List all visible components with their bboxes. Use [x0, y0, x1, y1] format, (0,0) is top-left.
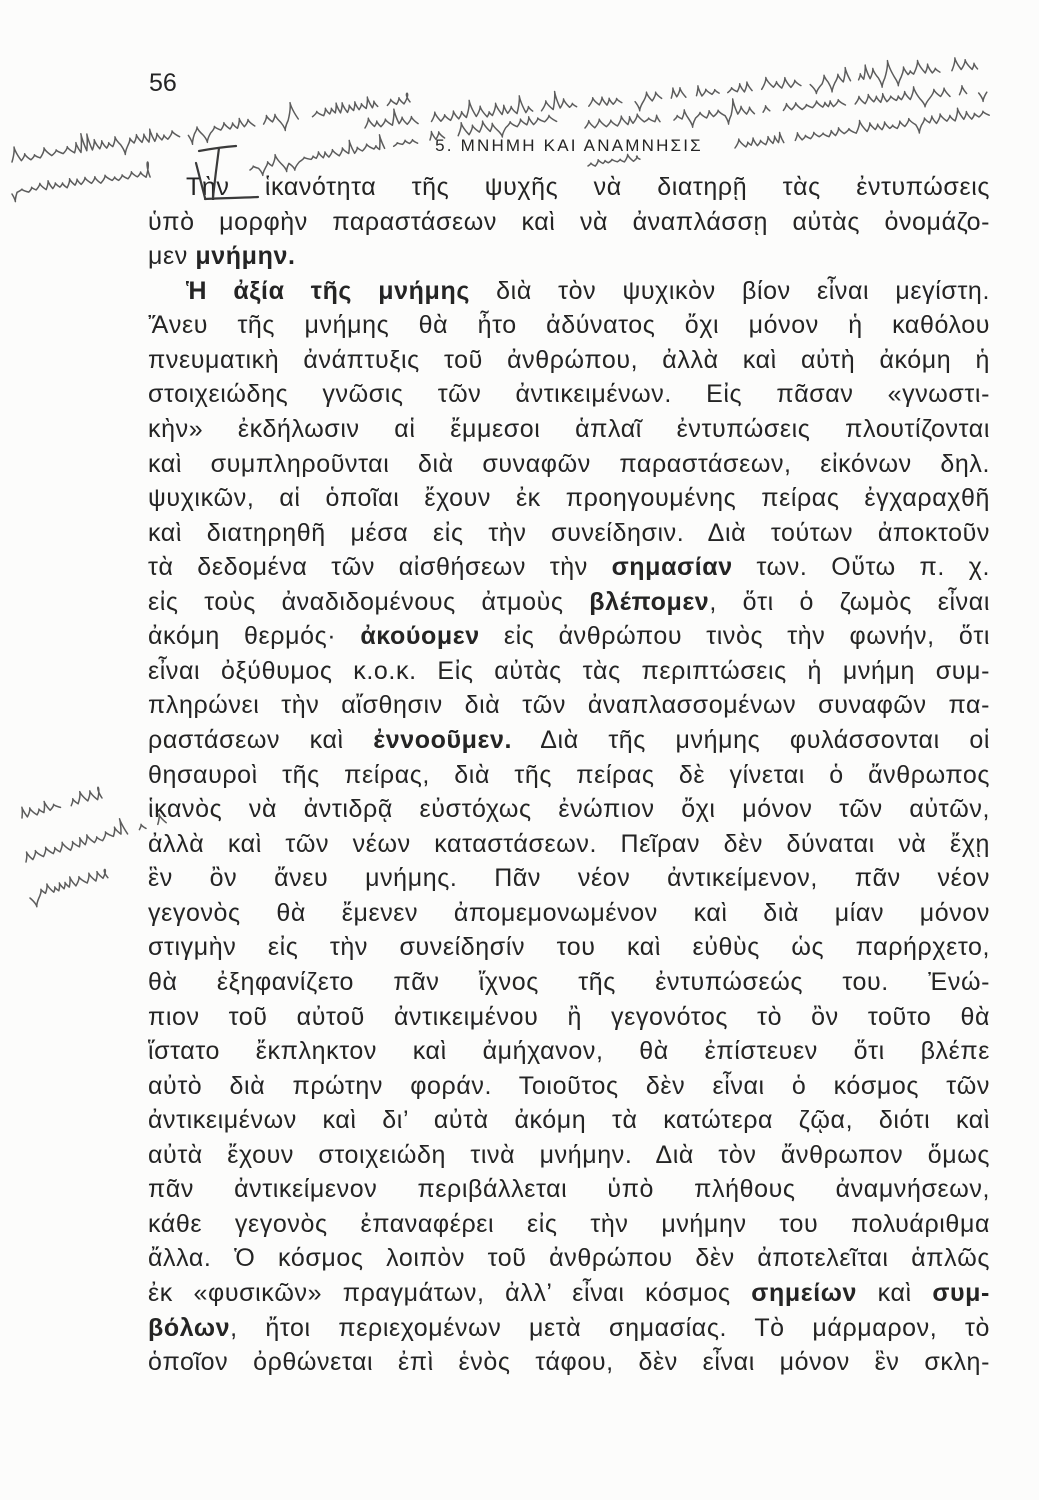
page-number: 56	[149, 69, 177, 97]
text-line	[148, 896, 990, 931]
text-line	[148, 1069, 990, 1104]
text-line	[148, 619, 990, 654]
handwritten-note-top	[585, 86, 987, 128]
text-run: ἀκόμη θερμός·	[148, 622, 361, 651]
text-line	[148, 516, 990, 551]
text-line	[148, 965, 990, 1000]
text-run: πιον τοῦ αὐτοῦ ἀντικειμένου ἢ γεγονότος τὸ ὂν τοῦτο θὰ	[148, 1002, 990, 1031]
emphasized-term: συμ-	[932, 1279, 990, 1307]
emphasized-term: ἀκούομεν	[360, 622, 480, 651]
text-run: μεν	[148, 242, 196, 271]
text-line	[148, 1276, 990, 1311]
text-run: ψυχικῶν, αἱ ὁποῖαι ἔχουν ἐκ προηγουμένης πείρας ἐγχαραχθῆ	[148, 484, 990, 513]
emphasized-term: βλέπομεν	[589, 587, 710, 616]
emphasized-term: σημασίαν	[611, 553, 733, 582]
text-run: ἄλλα. Ὁ κόσμος λοιπὸν τοῦ ἀνθρώπου δὲν ἀποτελεῖται ἁπλῶς	[148, 1244, 990, 1273]
text-line	[148, 1138, 990, 1173]
text-line	[148, 1241, 990, 1276]
emphasized-term: ἐννοοῦμεν.	[373, 726, 513, 754]
handwritten-note-left	[12, 162, 150, 202]
text-run: στοιχειώδης γνῶσις τῶν ἀντικειμένων. Εἰς πᾶσαν «γνωστι-	[148, 380, 990, 409]
text-run: αὐτὸ διὰ πρώτην φοράν. Τοιοῦτος δὲν εἶναι ὁ κόσμος τῶν	[148, 1071, 990, 1100]
handwritten-note-top	[365, 58, 978, 128]
text-line	[148, 723, 990, 758]
text-run: τὰ δεδομένα τῶν αἰσθήσεων τὴν	[148, 553, 612, 582]
text-run: εἰς τοὺς ἀναδιδομένους ἀτμοὺς	[148, 587, 590, 616]
text-line	[148, 1000, 990, 1035]
text-run: ἵστατο ἔκπληκτον καὶ ἀμήχανον, θὰ ἐπίστευεν ὅτι βλέπε	[148, 1037, 990, 1066]
text-run: θησαυροὶ τῆς πείρας, διὰ τῆς πείρας δὲ γίνεται ὁ ἄνθρωπος	[148, 760, 990, 789]
text-line	[148, 170, 990, 205]
text-line	[148, 550, 990, 585]
section-heading: 5. ΜΝΗΜΗ ΚΑΙ ΑΝΑΜΝΗΣΙΣ	[435, 136, 703, 155]
text-run: γεγονὸς θὰ ἔμενεν ἀπομεμονωμένον καὶ διὰ μίαν μόνον	[148, 898, 990, 927]
text-line	[148, 827, 990, 862]
text-run: ὁποῖον ὀρθώνεται ἐπὶ ἑνὸς τάφου, δὲν εἶναι μόνον ἓν σκλη-	[148, 1348, 990, 1377]
text-line	[148, 205, 990, 240]
text-run: ἓν ὂν ἄνευ μνήμης. Πᾶν νέον ἀντικείμενον, πᾶν νέον	[148, 864, 990, 893]
text-line	[148, 1345, 990, 1380]
text-line	[148, 861, 990, 896]
emphasized-term: Ἡ ἀξία τῆς μνήμης	[186, 276, 470, 305]
text-run: εἶναι ὀξύθυμος κ.ο.κ. Εἰς αὐτὰς τὰς περιπτώσεις ἡ μνήμη συμ-	[148, 656, 990, 685]
text-run: ἱκανὸς νὰ ἀντιδρᾷ εὐστόχως ἐνώπιον ὄχι μόνον τῶν αὐτῶν,	[148, 795, 990, 824]
body-text	[148, 170, 990, 1380]
text-line	[148, 1172, 990, 1207]
text-run: ἀντικειμένων καὶ δι’ αὐτὰ ἀκόμη τὰ κατώτερα ζῷα, διότι καὶ	[148, 1106, 990, 1135]
text-run: διὰ τὸν ψυχικὸν βίον εἶναι μεγίστη.	[469, 276, 990, 305]
handwritten-note-margin	[30, 869, 108, 906]
emphasized-term: μνήμην.	[195, 242, 296, 271]
text-run: αὐτὰ ἔχουν στοιχειώδη τινὰ μνήμην. Διὰ τὸν ἄνθρωπον ὅμως	[148, 1140, 990, 1169]
text-run: ἀλλὰ καὶ τῶν νέων καταστάσεων. Πεῖραν δὲν δύναται νὰ ἔχῃ	[148, 829, 990, 858]
text-run: πᾶν ἀντικείμενον περιβάλλεται ὑπὸ πλήθους ἀναμνήσεων,	[148, 1175, 990, 1204]
text-run: στιγμὴν εἰς τὴν συνείδησίν του καὶ εὐθὺς ὡς παρήρχετο,	[148, 933, 990, 962]
text-run: ραστάσεων καὶ	[148, 726, 374, 754]
text-line	[148, 1034, 990, 1069]
text-line	[148, 758, 990, 793]
emphasized-term: σημείων	[751, 1279, 857, 1307]
text-line	[148, 447, 990, 482]
paragraph	[148, 274, 990, 1380]
text-line	[148, 274, 990, 309]
text-run: Τὴν ἱκανότητα τῆς ψυχῆς νὰ διατηρῇ τὰς ἐντυπώσεις	[186, 173, 990, 201]
text-run: , ἤτοι περιεχομένων μετὰ σημασίας. Τὸ μάρμαρον, τὸ	[230, 1313, 990, 1342]
text-line	[148, 481, 990, 516]
text-line	[148, 930, 990, 965]
text-run: καὶ διατηρηθῆ μέσα εἰς τὴν συνείδησιν. Διὰ τούτων ἀποκτοῦν	[148, 518, 990, 547]
emphasized-term: βόλων	[148, 1313, 231, 1342]
text-run: εἰς ἀνθρώπου τινὸς τὴν φωνήν, ὅτι	[479, 622, 990, 651]
text-line	[148, 343, 990, 378]
text-line	[148, 792, 990, 827]
text-run: ὑπὸ μορφὴν παραστάσεων καὶ νὰ ἀναπλάσσῃ αὐτὰς ὀνομάζο-	[148, 207, 990, 236]
paragraph	[148, 170, 990, 274]
text-line	[148, 377, 990, 412]
text-run: θὰ ἐξηφανίζετο πᾶν ἴχνος τῆς ἐντυπώσεώς του. Ἐνώ-	[148, 967, 990, 996]
text-run: κάθε γεγονὸς ἐπαναφέρει εἰς τὴν μνήμην του πολυάριθμα	[148, 1209, 990, 1238]
text-run: πνευματικὴ ἀνάπτυξις τοῦ ἀνθρώπου, ἀλλὰ καὶ αὐτὴ ἀκόμη ἡ	[148, 345, 990, 374]
text-line	[148, 239, 990, 274]
text-run: Διὰ τῆς μνήμης φυλάσσονται οἱ	[512, 726, 990, 754]
text-run: πληρώνει τὴν αἴσθησιν διὰ τῶν ἀναπλασσομένων συναφῶν πα-	[148, 691, 990, 720]
text-run: καὶ συμπληροῦνται διὰ συναφῶν παραστάσεων, εἰκόνων δηλ.	[148, 449, 990, 478]
text-line	[148, 412, 990, 447]
text-run: κὴν» ἐκδήλωσιν αἱ ἔμμεσοι ἁπλαῖ ἐντυπώσεις πλουτίζονται	[148, 414, 990, 443]
text-run: των. Οὕτω π. χ.	[732, 553, 990, 582]
handwritten-note-margin	[22, 787, 102, 818]
text-line	[148, 585, 990, 620]
text-line	[148, 688, 990, 723]
text-line	[148, 1207, 990, 1242]
text-line	[148, 1311, 990, 1346]
text-line	[148, 1103, 990, 1138]
text-line	[148, 308, 990, 343]
handwritten-note-margin	[26, 814, 166, 862]
text-line	[148, 654, 990, 689]
text-run: , ὅτι ὁ ζωμὸς εἶναι	[709, 587, 990, 616]
text-run: Ἄνευ τῆς μνήμης θὰ ἦτο ἀδύνατος ὄχι μόνον ἡ καθόλου	[148, 311, 990, 340]
text-run: καὶ	[857, 1279, 933, 1307]
text-run: ἐκ «φυσικῶν» πραγμάτων, ἀλλ’ εἶναι κόσμος	[148, 1279, 752, 1307]
